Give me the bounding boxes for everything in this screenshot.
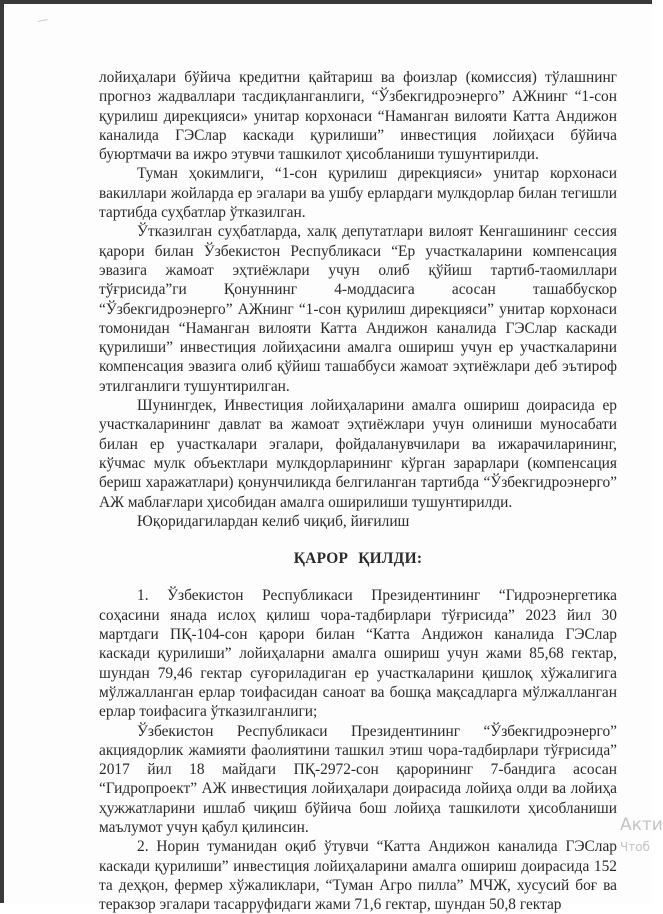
scanned-document-page xyxy=(4,4,652,914)
windows-activation-watermark xyxy=(620,814,663,856)
scan-artifact xyxy=(38,19,49,25)
paragraph-meeting-intro: Юқоридагилардан келиб чиқиб, йиғилиш xyxy=(137,512,410,530)
paragraph-district-interviews: Туман ҳокимлиги, “1-сон қурилиш дирекцияси» унитар корхонаси вакиллари жойларда ер эгалари ва ушбу ерлардаги мулкдорлар билан тегишли тартибда суҳбатлар ўтказилган. xyxy=(99,165,617,222)
document-body xyxy=(99,68,617,914)
paragraph-continuation: лойиҳалари бўйича кредитни қайтариш ва фоизлар (комиссия) тўлашнинг прогноз жадваллари тасдиқланганлиги, “Ўзбекгидроэнерго” АЖнинг “1-сон қурилиш дирекцияси» унитар корхонаси “Наманган вилояти Катта Андижон каналида ГЭСлар каскади қурилиши” инвестиция лойиҳаси бўйича буюртмачи ва ижро этувчи ташкилот ҳисобланиши тушунтирилди. xyxy=(99,69,617,164)
watermark-subtitle: Чтоб xyxy=(620,840,650,854)
decision-heading-word1: ҚАРОР xyxy=(293,550,349,568)
decision-item-2: 2. Норин туманидан оқиб ўтувчи “Катта Андижон каналида ГЭСлар каскади қурилиши” инвестиция лойиҳаларини амалга ошириш доирасида 152 та деҳқон, фермер хўжаликлари, “Туман Агро пилла” МЧЖ, хусусий боғ ва теракзор эгалари тасарруфидаги жами 71,6 гектар, шундан 50,8 гектар xyxy=(99,838,617,914)
decision-item-1: 1. Ўзбекистон Республикаси Президентининг “Гидроэнергетика соҳасини янада ислоҳ қилиш чора-тадбирлари тўғрисида” 2023 йил 30 мартдаги ПҚ-104-сон қарори билан “Катта Андижон каналида ГЭСлар каскади қурилиши” лойиҳаларни амалга ошириш учун жами 85,68 гектар, шундан 79,46 гектар суғориладиган ер участкаларини қишлоқ хўжалигига мўлжалланган ерлар тоифасидан саноат ва бошқа мақсадларга мўлжалланган ерлар тоифасига ўтказилганлиги; xyxy=(99,587,617,721)
decision-heading xyxy=(99,549,617,568)
watermark-title: Акти xyxy=(620,815,663,835)
paragraph-compensation: Шунингдек, Инвестиция лойиҳаларини амалга ошириш доирасида ер участкаларининг давлат ва жамоат эҳтиёжлари учун олиниши муносабати билан ер участкалари эгалари, фойдаланувчилари ва ижарачиларининг, кўчмас мулк объектлари мулкдорларининг кўрган зарарлари (компенсация бериш харажатлари) қонунчиликда белгиланган тартибда “Ўзбекгидроэнерго” АЖ маблағлари ҳисобидан амалга оширилиши тушунтирилди. xyxy=(99,397,617,511)
decision-heading-word2: ҚИЛДИ: xyxy=(358,550,423,568)
decision-item-1-note: Ўзбекистон Республикаси Президентининг “Ўзбекгидроэнерго” акциядорлик жамияти фаолиятини ташкил этиш чора-тадбирлари тўғрисида” 2017 йил 18 майдаги ПҚ-2972-сон қарорининг 7-бандига асосан “Гидропроект” АЖ инвестиция лойиҳалари доирасида лойиҳа олди ва лойиҳа ҳужжатларини ишлаб чиқиш бўйича бош лойиҳа ташкилоти ҳисобланиши маълумот учун қабул қилинсин. xyxy=(99,722,617,836)
paragraph-interview-results: Ўтказилган суҳбатларда, халқ депутатлари вилоят Кенгашининг сессия қарори билан Ўзбекистон Республикаси “Ер участкаларини компенсация эвазига жамоат эҳтиёжлари учун олиб қўйиш тартиб-таомиллари тўғрисида”ги Қонуннинг 4-моддасига асосан ташаббускор “Ўзбекгидроэнерго” АЖнинг “1-сон қурилиш дирекцияси” унитар корхонаси томонидан “Наманган вилояти Катта Андижон каналида ГЭСлар каскади қурилиши” инвестиция лойиҳасини амалга ошириш учун ер участкаларини компенсация эвазига олиб қўйиш ташаббуси жамоат эҳтиёжлари деб эътироф этилганлиги тушунтирилган. xyxy=(99,223,617,395)
